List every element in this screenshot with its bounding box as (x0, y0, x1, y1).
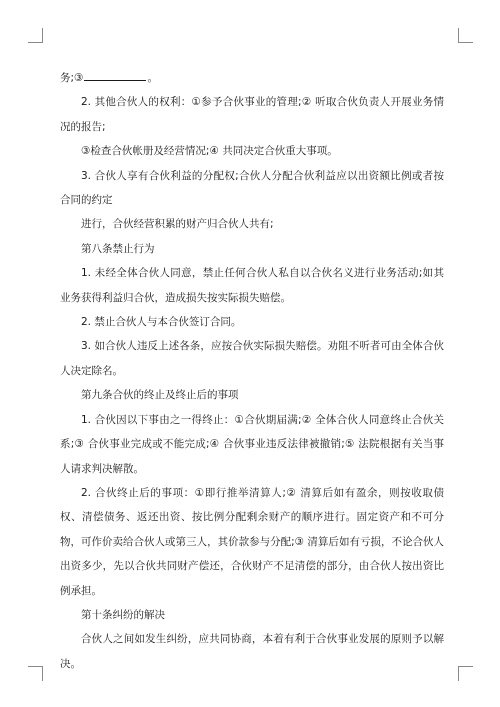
crop-mark-bottom-right (458, 666, 473, 681)
paragraph: 3. 如合伙人违反上述各条，应按合伙实际损失赔偿。劝阻不听者可由全体合伙人决定除名。 (60, 340, 444, 377)
paragraph: 3. 合伙人享有合伙利益的分配权;合伙人分配合伙利益应以出资额比例或者按合同的约定 (60, 169, 444, 207)
paragraph-continuation (60, 66, 444, 90)
paragraph: 1. 未经全体合伙人同意，禁止任何合伙人私自以合伙名义进行业务活动;如其业务获得利益归合伙，造成损失按实际损失赔偿。 (60, 267, 444, 304)
paragraph: 合伙人之间如发生纠纷，应共同协商，本着有利于合伙事业发展的原则予以解决。 (60, 633, 444, 670)
paragraph-text: 。 (147, 72, 158, 84)
crop-mark-top-left (28, 28, 43, 43)
crop-mark-top-right (458, 28, 473, 43)
section-heading: 第八条禁止行为 (81, 242, 155, 255)
document-body (60, 66, 444, 676)
paragraph: 2. 禁止合伙人与本合伙签订合同。 (81, 316, 242, 329)
section-heading: 第十条纠纷的解决 (81, 608, 165, 621)
paragraph: ③检查合伙帐册及经营情况;④ 共同决定合伙重大事项。 (81, 145, 338, 158)
paragraph: 2. 合伙终止后的事项：①即行推举清算人;② 清算后如有盈余，则按收取债权、清偿债务、返还出资、按比例分配剩余财产的顺序进行。固定资产和不可分物，可作价卖给合伙人或第三人，其价款参与分配;③ 清算后如有亏损，不论合伙人出资多少，先以合伙共同财产偿还，合伙财产不足清偿的部分，由合伙人按出资比例承担。 (60, 486, 444, 597)
paragraph: 2. 其他合伙人的权利：①参予合伙事业的管理;② 听取合伙负责人开展业务情况的报告; (60, 96, 444, 133)
paragraph: 1. 合伙因以下事由之一得终止：①合伙期届满;② 全体合伙人同意终止合伙关系;③ 合伙事业完成或不能完成;④ 合伙事业违反法律被撤销;⑤ 法院根据有关当事人请求判决解散。 (60, 413, 444, 475)
paragraph: 进行，合伙经营积累的财产归合伙人共有; (81, 218, 274, 231)
fill-in-blank (84, 69, 146, 81)
paragraph-text: 务;③ (60, 72, 84, 84)
crop-mark-bottom-left (28, 666, 43, 681)
section-heading: 第九条合伙的终止及终止后的事项 (81, 389, 239, 402)
